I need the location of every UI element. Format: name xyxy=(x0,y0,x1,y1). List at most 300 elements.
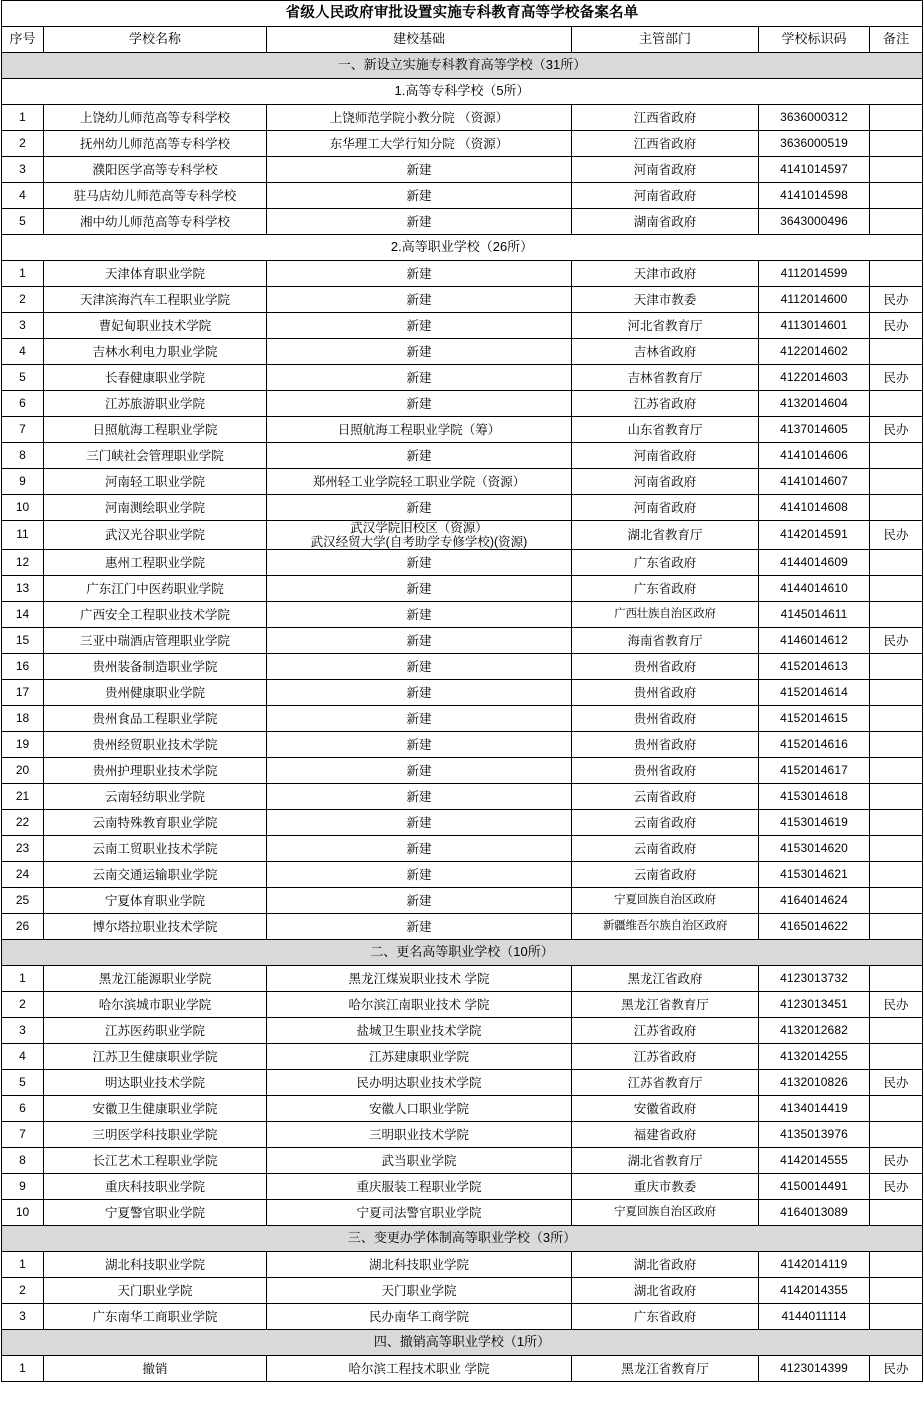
cell-supervising-department: 黑龙江省教育厅 xyxy=(572,1356,759,1382)
cell-school-name: 江苏旅游职业学院 xyxy=(44,391,267,417)
cell-seq: 3 xyxy=(2,313,44,339)
cell-seq: 3 xyxy=(2,1018,44,1044)
cell-founding-basis: 日照航海工程职业学院（筹） xyxy=(267,417,572,443)
cell-supervising-department: 吉林省教育厅 xyxy=(572,365,759,391)
cell-school-name: 天门职业学院 xyxy=(44,1278,267,1304)
cell-seq: 3 xyxy=(2,1304,44,1330)
table-row xyxy=(2,836,923,862)
cell-school-name: 贵州食品工程职业学院 xyxy=(44,706,267,732)
cell-school-name: 宁夏警官职业学院 xyxy=(44,1200,267,1226)
cell-remark xyxy=(870,469,923,495)
cell-founding-basis: 新建 xyxy=(267,602,572,628)
cell-remark xyxy=(870,261,923,287)
cell-remark xyxy=(870,862,923,888)
cell-school-code: 4150014491 xyxy=(759,1174,870,1200)
cell-founding-basis: 哈尔滨江南职业技术 学院 xyxy=(267,992,572,1018)
table-row xyxy=(2,209,923,235)
cell-school-name: 宁夏体育职业学院 xyxy=(44,888,267,914)
cell-supervising-department: 重庆市教委 xyxy=(572,1174,759,1200)
cell-supervising-department: 天津市教委 xyxy=(572,287,759,313)
cell-seq: 10 xyxy=(2,495,44,521)
table-row xyxy=(2,758,923,784)
cell-founding-basis xyxy=(267,521,572,550)
cell-remark xyxy=(870,391,923,417)
table-row xyxy=(2,521,923,550)
cell-seq: 1 xyxy=(2,966,44,992)
section-header-label: 一、新设立实施专科教育高等学校（31所） xyxy=(2,53,923,79)
table-row xyxy=(2,602,923,628)
cell-school-code: 4132014255 xyxy=(759,1044,870,1070)
cell-seq: 20 xyxy=(2,758,44,784)
cell-supervising-department: 贵州省政府 xyxy=(572,654,759,680)
cell-supervising-department: 安徽省政府 xyxy=(572,1096,759,1122)
cell-founding-basis: 黑龙江煤炭职业技术 学院 xyxy=(267,966,572,992)
cell-supervising-department: 山东省教育厅 xyxy=(572,417,759,443)
cell-founding-basis: 新建 xyxy=(267,365,572,391)
cell-seq: 9 xyxy=(2,469,44,495)
cell-remark: 民办 xyxy=(870,365,923,391)
cell-remark: 民办 xyxy=(870,1148,923,1174)
cell-remark xyxy=(870,209,923,235)
page-title: 省级人民政府审批设置实施专科教育高等学校备案名单 xyxy=(2,1,923,27)
cell-school-name: 三门峡社会管理职业学院 xyxy=(44,443,267,469)
cell-school-code: 4134014419 xyxy=(759,1096,870,1122)
cell-school-code: 4122014602 xyxy=(759,339,870,365)
cell-school-name: 哈尔滨城市职业学院 xyxy=(44,992,267,1018)
table-row xyxy=(2,261,923,287)
cell-remark xyxy=(870,706,923,732)
cell-school-code: 4144014609 xyxy=(759,550,870,576)
cell-seq: 1 xyxy=(2,105,44,131)
cell-school-name: 惠州工程职业学院 xyxy=(44,550,267,576)
cell-seq: 9 xyxy=(2,1174,44,1200)
table-row xyxy=(2,313,923,339)
cell-remark: 民办 xyxy=(870,521,923,550)
cell-remark xyxy=(870,758,923,784)
cell-founding-basis: 新建 xyxy=(267,888,572,914)
cell-founding-basis: 东华理工大学行知分院 （资源） xyxy=(267,131,572,157)
cell-founding-basis: 新建 xyxy=(267,732,572,758)
cell-school-code: 4132012682 xyxy=(759,1018,870,1044)
cell-founding-basis: 上饶师范学院小教分院 （资源） xyxy=(267,105,572,131)
cell-school-code: 4142014555 xyxy=(759,1148,870,1174)
cell-supervising-department: 福建省政府 xyxy=(572,1122,759,1148)
table-row xyxy=(2,1200,923,1226)
cell-school-code: 4141014598 xyxy=(759,183,870,209)
cell-school-name: 江苏医药职业学院 xyxy=(44,1018,267,1044)
cell-school-code: 4145014611 xyxy=(759,602,870,628)
cell-school-code: 4135013976 xyxy=(759,1122,870,1148)
cell-school-code: 4141014608 xyxy=(759,495,870,521)
column-header-dept: 主管部门 xyxy=(572,27,759,53)
cell-school-code: 4153014620 xyxy=(759,836,870,862)
cell-school-name: 贵州装备制造职业学院 xyxy=(44,654,267,680)
table-row xyxy=(2,443,923,469)
cell-founding-basis: 民办南华工商学院 xyxy=(267,1304,572,1330)
column-header-remark: 备注 xyxy=(870,27,923,53)
cell-remark xyxy=(870,1252,923,1278)
cell-founding-basis: 新建 xyxy=(267,576,572,602)
cell-seq: 4 xyxy=(2,1044,44,1070)
section-header-row xyxy=(2,53,923,79)
cell-remark xyxy=(870,836,923,862)
cell-school-name: 长春健康职业学院 xyxy=(44,365,267,391)
cell-seq: 2 xyxy=(2,992,44,1018)
cell-seq: 26 xyxy=(2,914,44,940)
column-header-code: 学校标识码 xyxy=(759,27,870,53)
cell-school-name: 河南测绘职业学院 xyxy=(44,495,267,521)
cell-founding-basis: 新建 xyxy=(267,157,572,183)
table-body xyxy=(2,1,923,1382)
cell-remark xyxy=(870,131,923,157)
cell-remark xyxy=(870,732,923,758)
cell-school-code: 3643000496 xyxy=(759,209,870,235)
table-row xyxy=(2,680,923,706)
cell-school-code: 4112014600 xyxy=(759,287,870,313)
cell-founding-basis: 安徽人口职业学院 xyxy=(267,1096,572,1122)
cell-supervising-department: 江苏省教育厅 xyxy=(572,1070,759,1096)
table-row xyxy=(2,287,923,313)
cell-remark xyxy=(870,810,923,836)
cell-school-name: 云南特殊教育职业学院 xyxy=(44,810,267,836)
cell-school-code: 4165014622 xyxy=(759,914,870,940)
cell-founding-basis: 新建 xyxy=(267,758,572,784)
table-row xyxy=(2,1356,923,1382)
subsection-header-label: 2.高等职业学校（26所） xyxy=(2,235,923,261)
cell-seq: 2 xyxy=(2,287,44,313)
cell-remark: 民办 xyxy=(870,1070,923,1096)
cell-supervising-department: 河北省教育厅 xyxy=(572,313,759,339)
cell-seq: 16 xyxy=(2,654,44,680)
section-header-row xyxy=(2,1226,923,1252)
cell-founding-basis: 湖北科技职业学院 xyxy=(267,1252,572,1278)
cell-remark xyxy=(870,680,923,706)
cell-school-code: 4141014597 xyxy=(759,157,870,183)
table-row xyxy=(2,183,923,209)
cell-school-name: 重庆科技职业学院 xyxy=(44,1174,267,1200)
cell-school-name: 云南工贸职业技术学院 xyxy=(44,836,267,862)
cell-founding-basis: 三明职业技术学院 xyxy=(267,1122,572,1148)
cell-seq: 24 xyxy=(2,862,44,888)
cell-school-name: 贵州经贸职业技术学院 xyxy=(44,732,267,758)
table-row xyxy=(2,654,923,680)
cell-supervising-department: 海南省教育厅 xyxy=(572,628,759,654)
cell-remark xyxy=(870,1122,923,1148)
cell-remark xyxy=(870,576,923,602)
cell-supervising-department: 河南省政府 xyxy=(572,495,759,521)
cell-school-code: 4153014618 xyxy=(759,784,870,810)
cell-supervising-department: 河南省政府 xyxy=(572,469,759,495)
cell-founding-basis: 新建 xyxy=(267,287,572,313)
cell-school-code: 4164013089 xyxy=(759,1200,870,1226)
cell-remark: 民办 xyxy=(870,992,923,1018)
cell-founding-basis: 武当职业学院 xyxy=(267,1148,572,1174)
cell-supervising-department: 吉林省政府 xyxy=(572,339,759,365)
cell-founding-basis: 新建 xyxy=(267,784,572,810)
cell-seq: 6 xyxy=(2,1096,44,1122)
cell-school-code: 4113014601 xyxy=(759,313,870,339)
cell-seq: 14 xyxy=(2,602,44,628)
cell-school-code: 4153014619 xyxy=(759,810,870,836)
table-row xyxy=(2,1018,923,1044)
cell-supervising-department: 江苏省政府 xyxy=(572,1044,759,1070)
cell-seq: 2 xyxy=(2,131,44,157)
cell-seq: 1 xyxy=(2,1252,44,1278)
table-row xyxy=(2,1122,923,1148)
cell-supervising-department: 贵州省政府 xyxy=(572,758,759,784)
cell-school-code: 4112014599 xyxy=(759,261,870,287)
cell-school-name: 三亚中瑞酒店管理职业学院 xyxy=(44,628,267,654)
cell-supervising-department: 广东省政府 xyxy=(572,550,759,576)
cell-school-code: 3636000312 xyxy=(759,105,870,131)
table-row xyxy=(2,105,923,131)
cell-school-code: 4142014591 xyxy=(759,521,870,550)
cell-remark xyxy=(870,1200,923,1226)
cell-school-name: 濮阳医学高等专科学校 xyxy=(44,157,267,183)
cell-seq: 21 xyxy=(2,784,44,810)
table-row xyxy=(2,888,923,914)
cell-school-code: 4152014614 xyxy=(759,680,870,706)
cell-founding-basis: 新建 xyxy=(267,836,572,862)
cell-supervising-department: 江西省政府 xyxy=(572,105,759,131)
cell-founding-basis: 新建 xyxy=(267,495,572,521)
cell-school-name: 博尔塔拉职业技术学院 xyxy=(44,914,267,940)
cell-school-code: 4141014607 xyxy=(759,469,870,495)
cell-seq: 3 xyxy=(2,157,44,183)
cell-seq: 10 xyxy=(2,1200,44,1226)
cell-school-name: 驻马店幼儿师范高等专科学校 xyxy=(44,183,267,209)
cell-school-name: 湖北科技职业学院 xyxy=(44,1252,267,1278)
cell-school-name: 黑龙江能源职业学院 xyxy=(44,966,267,992)
section-header-row xyxy=(2,1330,923,1356)
cell-school-name: 广西安全工程职业技术学院 xyxy=(44,602,267,628)
cell-seq: 7 xyxy=(2,1122,44,1148)
cell-remark: 民办 xyxy=(870,628,923,654)
cell-seq: 1 xyxy=(2,1356,44,1382)
cell-remark xyxy=(870,183,923,209)
cell-supervising-department: 云南省政府 xyxy=(572,810,759,836)
cell-founding-basis: 天门职业学院 xyxy=(267,1278,572,1304)
section-header-label: 二、更名高等职业学校（10所） xyxy=(2,940,923,966)
cell-founding-basis: 新建 xyxy=(267,706,572,732)
cell-school-code: 4152014613 xyxy=(759,654,870,680)
cell-supervising-department: 江西省政府 xyxy=(572,131,759,157)
cell-seq: 19 xyxy=(2,732,44,758)
cell-founding-basis: 新建 xyxy=(267,339,572,365)
founding-basis-line: 武汉学院旧校区（资源） xyxy=(350,521,488,535)
cell-founding-basis: 新建 xyxy=(267,654,572,680)
cell-school-name: 曹妃甸职业技术学院 xyxy=(44,313,267,339)
cell-supervising-department: 湖北省教育厅 xyxy=(572,521,759,550)
cell-school-name: 上饶幼儿师范高等专科学校 xyxy=(44,105,267,131)
table-row xyxy=(2,469,923,495)
cell-founding-basis: 新建 xyxy=(267,391,572,417)
cell-school-code: 4122014603 xyxy=(759,365,870,391)
cell-supervising-department: 黑龙江省教育厅 xyxy=(572,992,759,1018)
table-row xyxy=(2,966,923,992)
cell-remark xyxy=(870,1096,923,1122)
cell-school-name: 广东南华工商职业学院 xyxy=(44,1304,267,1330)
cell-seq: 8 xyxy=(2,1148,44,1174)
founding-basis-line: 武汉经贸大学(自考助学专修学校)(资源) xyxy=(310,535,528,549)
table-row xyxy=(2,1044,923,1070)
subsection-header-label: 1.高等专科学校（5所） xyxy=(2,79,923,105)
table-row xyxy=(2,365,923,391)
cell-supervising-department: 云南省政府 xyxy=(572,862,759,888)
cell-remark xyxy=(870,966,923,992)
section-header-label: 三、变更办学体制高等职业学校（3所） xyxy=(2,1226,923,1252)
table-row xyxy=(2,784,923,810)
cell-seq: 1 xyxy=(2,261,44,287)
cell-school-name: 撤销 xyxy=(44,1356,267,1382)
cell-remark: 民办 xyxy=(870,287,923,313)
cell-supervising-department: 江苏省政府 xyxy=(572,391,759,417)
cell-school-name: 江苏卫生健康职业学院 xyxy=(44,1044,267,1070)
cell-school-name: 云南交通运输职业学院 xyxy=(44,862,267,888)
cell-school-name: 贵州护理职业技术学院 xyxy=(44,758,267,784)
table-row xyxy=(2,550,923,576)
cell-school-name: 天津滨海汽车工程职业学院 xyxy=(44,287,267,313)
cell-school-name: 安徽卫生健康职业学院 xyxy=(44,1096,267,1122)
cell-supervising-department: 广东省政府 xyxy=(572,576,759,602)
cell-remark xyxy=(870,602,923,628)
table-row xyxy=(2,339,923,365)
cell-remark: 民办 xyxy=(870,1174,923,1200)
cell-remark xyxy=(870,105,923,131)
cell-school-name: 武汉光谷职业学院 xyxy=(44,521,267,550)
cell-founding-basis: 江苏建康职业学院 xyxy=(267,1044,572,1070)
cell-remark xyxy=(870,1304,923,1330)
cell-remark xyxy=(870,550,923,576)
cell-school-name: 河南轻工职业学院 xyxy=(44,469,267,495)
cell-school-code: 4152014615 xyxy=(759,706,870,732)
table-row xyxy=(2,495,923,521)
cell-school-name: 贵州健康职业学院 xyxy=(44,680,267,706)
cell-supervising-department: 天津市政府 xyxy=(572,261,759,287)
cell-seq: 2 xyxy=(2,1278,44,1304)
table-row xyxy=(2,1252,923,1278)
cell-school-code: 4152014616 xyxy=(759,732,870,758)
table-row xyxy=(2,1096,923,1122)
cell-school-code: 4164014624 xyxy=(759,888,870,914)
cell-seq: 25 xyxy=(2,888,44,914)
table-row xyxy=(2,131,923,157)
cell-seq: 5 xyxy=(2,209,44,235)
cell-school-code: 4132014604 xyxy=(759,391,870,417)
column-header-basis: 建校基础 xyxy=(267,27,572,53)
cell-school-code: 4123014399 xyxy=(759,1356,870,1382)
cell-seq: 8 xyxy=(2,443,44,469)
cell-founding-basis: 新建 xyxy=(267,628,572,654)
cell-seq: 7 xyxy=(2,417,44,443)
cell-school-code: 4142014355 xyxy=(759,1278,870,1304)
cell-founding-basis: 郑州轻工业学院轻工职业学院（资源） xyxy=(267,469,572,495)
cell-founding-basis: 新建 xyxy=(267,862,572,888)
table-row xyxy=(2,1278,923,1304)
table-row xyxy=(2,732,923,758)
cell-founding-basis: 新建 xyxy=(267,183,572,209)
cell-seq: 23 xyxy=(2,836,44,862)
cell-school-name: 湘中幼儿师范高等专科学校 xyxy=(44,209,267,235)
cell-remark xyxy=(870,443,923,469)
cell-school-code: 4132010826 xyxy=(759,1070,870,1096)
cell-remark xyxy=(870,157,923,183)
cell-school-code: 4137014605 xyxy=(759,417,870,443)
cell-supervising-department: 宁夏回族自治区政府 xyxy=(572,888,759,914)
table-row xyxy=(2,1148,923,1174)
cell-supervising-department: 广西壮族自治区政府 xyxy=(572,602,759,628)
cell-school-name: 长江艺术工程职业学院 xyxy=(44,1148,267,1174)
cell-founding-basis: 新建 xyxy=(267,443,572,469)
cell-school-code: 4144011114 xyxy=(759,1304,870,1330)
cell-remark xyxy=(870,495,923,521)
table-row xyxy=(2,576,923,602)
cell-founding-basis: 新建 xyxy=(267,209,572,235)
table-row xyxy=(2,706,923,732)
cell-founding-basis: 新建 xyxy=(267,914,572,940)
cell-supervising-department: 云南省政府 xyxy=(572,836,759,862)
column-header-seq: 序号 xyxy=(2,27,44,53)
table-row xyxy=(2,391,923,417)
cell-school-name: 云南轻纺职业学院 xyxy=(44,784,267,810)
cell-school-name: 日照航海工程职业学院 xyxy=(44,417,267,443)
cell-remark xyxy=(870,1018,923,1044)
cell-supervising-department: 湖北省教育厅 xyxy=(572,1148,759,1174)
table-row xyxy=(2,914,923,940)
cell-seq: 6 xyxy=(2,391,44,417)
subsection-header-row xyxy=(2,79,923,105)
cell-seq: 4 xyxy=(2,183,44,209)
column-header-name: 学校名称 xyxy=(44,27,267,53)
cell-school-code: 4152014617 xyxy=(759,758,870,784)
cell-supervising-department: 贵州省政府 xyxy=(572,732,759,758)
table-row xyxy=(2,992,923,1018)
cell-seq: 5 xyxy=(2,365,44,391)
table-header-row xyxy=(2,27,923,53)
cell-school-name: 吉林水利电力职业学院 xyxy=(44,339,267,365)
cell-founding-basis: 新建 xyxy=(267,680,572,706)
cell-founding-basis: 新建 xyxy=(267,810,572,836)
cell-supervising-department: 河南省政府 xyxy=(572,157,759,183)
cell-school-name: 抚州幼儿师范高等专科学校 xyxy=(44,131,267,157)
cell-seq: 15 xyxy=(2,628,44,654)
cell-seq: 17 xyxy=(2,680,44,706)
cell-founding-basis: 新建 xyxy=(267,261,572,287)
cell-remark xyxy=(870,339,923,365)
table-row xyxy=(2,810,923,836)
cell-school-code: 4144014610 xyxy=(759,576,870,602)
cell-remark: 民办 xyxy=(870,417,923,443)
cell-supervising-department: 贵州省政府 xyxy=(572,706,759,732)
cell-founding-basis: 宁夏司法警官职业学院 xyxy=(267,1200,572,1226)
table-row xyxy=(2,157,923,183)
cell-seq: 13 xyxy=(2,576,44,602)
cell-seq: 18 xyxy=(2,706,44,732)
cell-founding-basis: 哈尔滨工程技术职业 学院 xyxy=(267,1356,572,1382)
cell-seq: 4 xyxy=(2,339,44,365)
cell-supervising-department: 河南省政府 xyxy=(572,443,759,469)
cell-remark xyxy=(870,914,923,940)
cell-school-code: 4142014119 xyxy=(759,1252,870,1278)
cell-school-code: 3636000519 xyxy=(759,131,870,157)
cell-school-code: 4141014606 xyxy=(759,443,870,469)
cell-supervising-department: 云南省政府 xyxy=(572,784,759,810)
cell-supervising-department: 河南省政府 xyxy=(572,183,759,209)
cell-supervising-department: 广东省政府 xyxy=(572,1304,759,1330)
cell-school-name: 天津体育职业学院 xyxy=(44,261,267,287)
cell-school-name: 明达职业技术学院 xyxy=(44,1070,267,1096)
cell-supervising-department: 湖北省政府 xyxy=(572,1278,759,1304)
